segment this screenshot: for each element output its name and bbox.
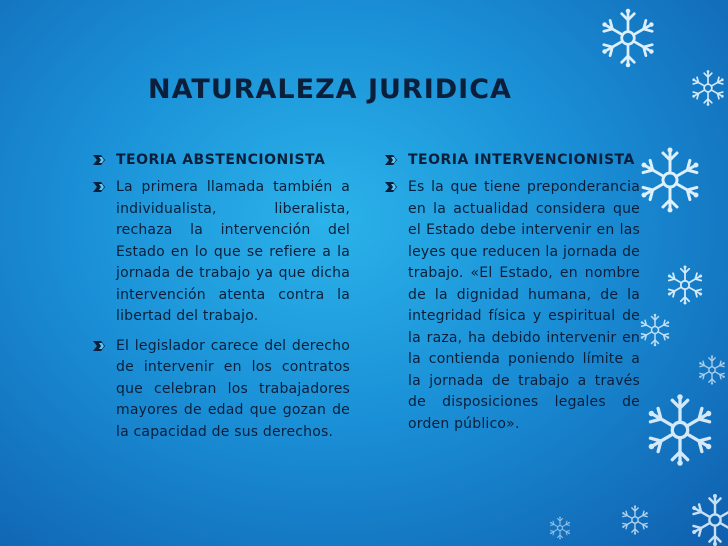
ribbon-bullet-icon [92,153,108,167]
ribbon-bullet-icon [384,153,400,167]
snowflake-icon [666,266,704,305]
left-paragraph-item [92,177,350,328]
left-heading: TEORIA ABSTENCIONISTA [116,152,326,168]
left-paragraph-item [92,336,350,444]
right-paragraph-item [384,177,640,435]
snowflake-icon [698,355,726,384]
snowflake-icon [638,148,701,213]
snowflake-icon [645,394,715,466]
left-column [92,150,350,451]
snowflake-icon [549,517,571,540]
snowflake-icon [600,9,657,68]
ribbon-bullet-icon [92,339,108,353]
snowflake-icon [639,314,671,347]
right-heading: TEORIA INTERVENCIONISTA [408,152,635,168]
ribbon-bullet-icon [384,180,400,194]
ribbon-bullet-icon [92,180,108,194]
left-paragraph: La primera llamada también a individualista, liberalista, rechaza la intervención del Estado en lo que se refiere a la jornada de trabajo ya que dicha intervención atenta contra la libertad del trabajo. [116,179,350,324]
left-paragraph: El legislador carece del derecho de intervenir en los contratos que celebran los trabajadores mayores de edad que gozan de la capacidad de sus derechos. [116,337,350,440]
right-paragraph: Es la que tiene preponderancia en la actualidad considera que el Estado debe intervenir en las leyes que reducen la jornada de trabajo. «El Estado, en nombre de la dignidad humana, de la integridad física y espiritual de la raza, ha debido intervenir en la contienda poniendo límite a la jornada de trabajo a través de disposiciones legales de orden público». [408,179,640,432]
right-heading-item [384,150,640,171]
snowflake-icon [621,505,649,534]
snowflake-icon [690,494,728,546]
slide-title: NATURALEZA JURIDICA [148,74,512,105]
left-heading-item [92,150,350,171]
right-column [384,150,640,443]
snowflake-icon [691,70,726,106]
